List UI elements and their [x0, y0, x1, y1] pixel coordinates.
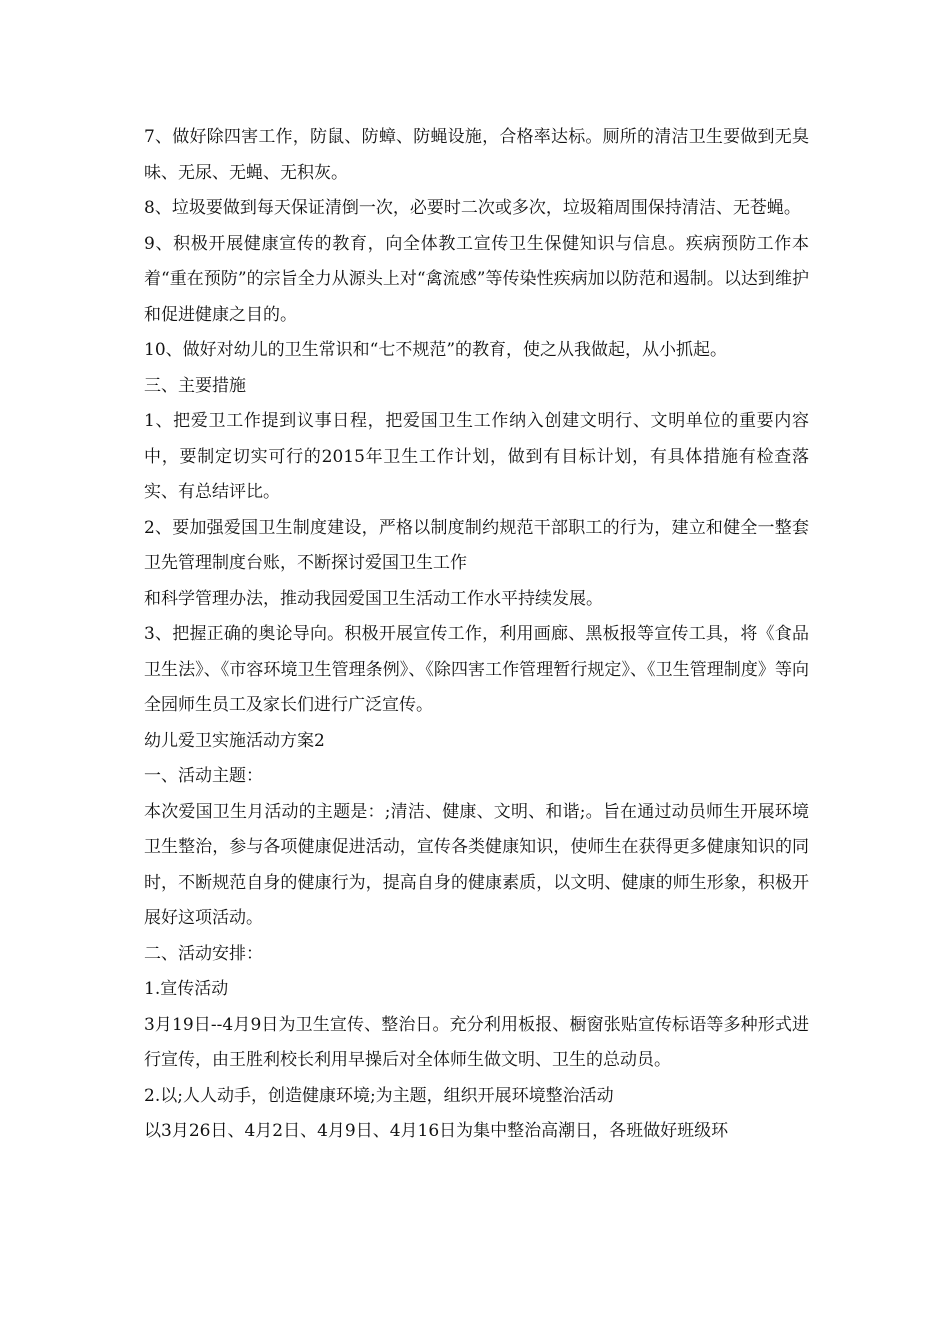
plan-title: 幼儿爱卫实施活动方案2	[144, 730, 325, 751]
paragraph-measure-2-continued: 和科学管理办法，推动我园爱国卫生活动工作水平持续发展。	[144, 588, 603, 609]
paragraph-item-7: 7、做好除四害工作，防鼠、防蟑、防蝇设施，合格率达标。厕所的清洁卫生要做到无臭味、无尿、无蝇、无积灰。	[144, 127, 809, 183]
section-heading-theme: 一、活动主题：	[144, 766, 263, 786]
paragraph-measure-3: 3、把握正确的奥论导向。积极开展宣传工作，利用画廊、黑板报等宣传工具，将《食品卫生法》、《市容环境卫生管理条例》、《除四害工作管理暂行规定》、《卫生管理制度》等向全园师生员工及家长们进行广泛宣传。	[144, 624, 809, 715]
paragraph-measure-1: 1、把爱卫工作提到议事日程，把爱国卫生工作纳入创建文明行、文明单位的重要内容中，要制定切实可行的2015年卫生工作计划，做到有目标计划，有具体措施有检查落实、有总结评比。	[144, 411, 809, 502]
subheading-environment: 2.以;人人动手，创造健康环境;为主题，组织开展环境整治活动	[144, 1085, 614, 1106]
subheading-publicity: 1.宣传活动	[144, 979, 229, 999]
document-page	[144, 120, 809, 1150]
paragraph-theme: 本次爱国卫生月活动的主题是：;清洁、健康、文明、和谐;。旨在通过动员师生开展环境卫生整治，参与各项健康促进活动，宣传各类健康知识，使师生在获得更多健康知识的同时，不断规范自身的健康行为，提高自身的健康素质，以文明、健康的师生形象，积极开展好这项活动。	[144, 801, 809, 928]
paragraph-item-8: 8、垃圾要做到每天保证清倒一次，必要时二次或多次，垃圾箱周围保持清洁、无苍蝇。	[144, 198, 801, 218]
section-heading-measures: 三、主要措施	[144, 375, 246, 396]
paragraph-publicity: 3月19日--4月9日为卫生宣传、整治日。充分利用板报、橱窗张贴宣传标语等多种形式进行宣传，由王胜利校长利用早操后对全体师生做文明、卫生的总动员。	[144, 1014, 809, 1070]
paragraph-item-10: 10、做好对幼儿的卫生常识和“七不规范”的教育，使之从我做起，从小抓起。	[144, 340, 728, 360]
paragraph-environment: 以3月26日、4月2日、4月9日、4月16日为集中整治高潮日，各班做好班级环	[144, 1121, 729, 1141]
paragraph-measure-2: 2、要加强爱国卫生制度建设，严格以制度制约规范干部职工的行为，建立和健全一整套卫先管理制度台账，不断探讨爱国卫生工作	[144, 517, 809, 573]
section-heading-arrangement: 二、活动安排：	[144, 943, 263, 964]
paragraph-item-9: 9、积极开展健康宣传的教育，向全体教工宣传卫生保健知识与信息。疾病预防工作本着“重在预防”的宗旨全力从源头上对“禽流感”等传染性疾病加以防范和遏制。以达到维护和促进健康之目的。	[144, 233, 809, 325]
